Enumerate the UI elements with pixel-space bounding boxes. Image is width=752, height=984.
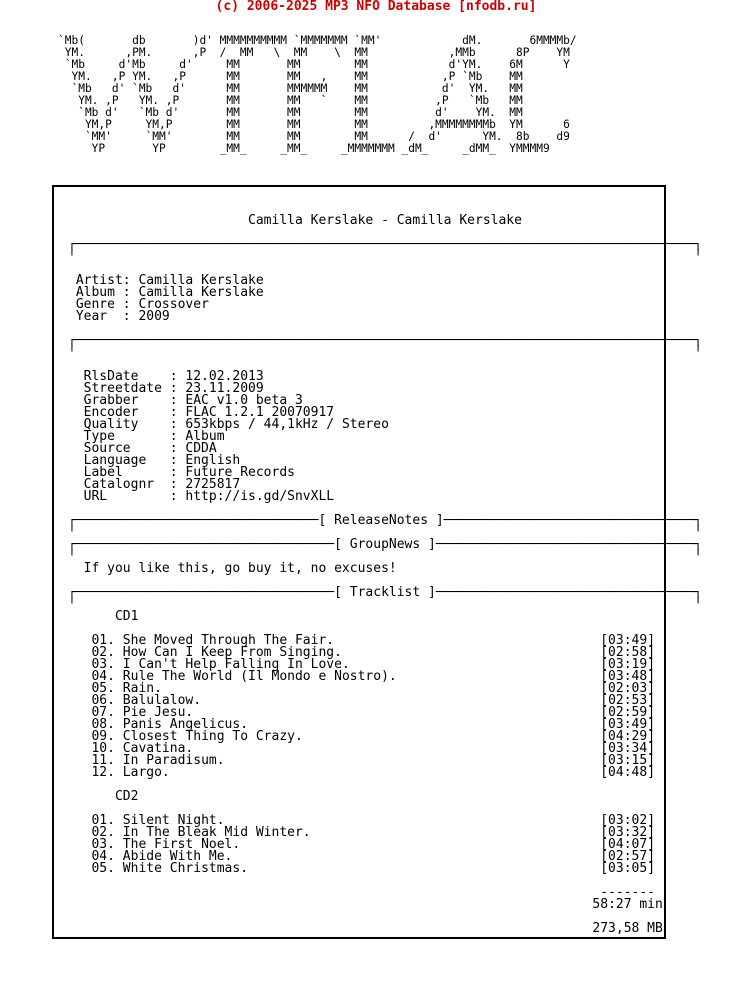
track-duration: [04:29] — [600, 729, 656, 744]
logo-line: YM. ,P YM. ,P MM MM , MM ,P `Mb MM — [58, 70, 523, 83]
detail-value: 23.11.2009 — [185, 381, 264, 396]
logo-line: `MM' `MM' MM MM MM / d' YM. 8b d9 — [58, 130, 570, 143]
copyright-banner: (c) 2006-2025 MP3 NFO Database [nfodb.ru] — [215, 0, 537, 14]
track-duration: [02:57] — [600, 849, 656, 864]
track-title: Pie Jesu. — [122, 705, 194, 720]
detail-label: Catalognr — [83, 477, 170, 492]
cd-label: CD1 — [114, 609, 139, 624]
info-label: Artist — [75, 273, 123, 288]
track-title: In The Bleak Mid Winter. — [122, 825, 311, 840]
divider-1: ┌───────────────────────────────────────────────────────────────────────────────┐ — [68, 237, 702, 252]
track-duration: [02:59] — [600, 705, 656, 720]
track-number: 06. — [91, 693, 115, 708]
detail-value: http://is.gd/SnvXLL — [185, 489, 335, 504]
detail-row: Streetdate : 23.11.2009 — [83, 381, 264, 396]
track-duration: [03:15] — [600, 753, 656, 768]
logo-line: `Mb d' `Mb d' MM MMMMMM MM d' YM. MM — [58, 82, 523, 95]
detail-row: URL : http://is.gd/SnvXLL — [83, 489, 335, 504]
detail-label: Encoder — [83, 405, 170, 420]
track-duration: [03:02] — [600, 813, 656, 828]
logo-line: `Mb d'Mb d' MM MM MM d'YM. 6M Y — [58, 58, 570, 71]
cd1-label — [68, 611, 702, 623]
logo-line: YM,P YM,P MM MM MM ,MMMMMMMMb YM 6 — [58, 118, 570, 131]
detail-row: Label : Future Records — [83, 465, 295, 480]
track-number: 01. — [91, 813, 115, 828]
info-year: Year : 2009 — [75, 309, 170, 324]
total-size — [68, 923, 702, 935]
cd-label: CD2 — [114, 789, 139, 804]
detail-label: Language — [83, 453, 170, 468]
detail-label: URL — [83, 489, 170, 504]
track-title: Abide With Me. — [122, 849, 233, 864]
detail-value: 2725817 — [185, 477, 241, 492]
track-title: How Can I Keep From Singing. — [122, 645, 342, 660]
track-duration: [03:19] — [600, 657, 656, 672]
track-number: 01. — [91, 633, 115, 648]
detail-value: EAC v1.0 beta 3 — [185, 393, 303, 408]
detail-row: Grabber : EAC v1.0 beta 3 — [83, 393, 303, 408]
track-duration: [02:53] — [600, 693, 656, 708]
track-title: Rule The World (Il Mondo e Nostro). — [122, 669, 397, 684]
divider-1-sides: ╵ ╵ — [68, 249, 702, 264]
detail-label: Source — [83, 441, 170, 456]
detail-row: Language : English — [83, 453, 241, 468]
section-group_news: ┌─────────────────────────────────[ GroupNews ]─────────────────────────────────┐ — [68, 537, 702, 552]
info-artist: Artist: Camilla Kerslake — [75, 273, 264, 288]
info-value: Camilla Kerslake — [138, 273, 264, 288]
track-number: 04. — [91, 669, 115, 684]
track-title: I Can't Help Falling In Love. — [122, 657, 350, 672]
detail-row: Type : Album — [83, 429, 225, 444]
track-number: 05. — [91, 681, 115, 696]
blank-line — [68, 779, 702, 791]
logo-line: YM. ,PM. ,P / MM \ MM \ MM ,MMb 8P YM — [58, 46, 570, 59]
track-number: 11. — [91, 753, 115, 768]
total-size: 273,58 MB — [592, 921, 663, 936]
track-number: 03. — [91, 837, 115, 852]
track-number: 07. — [91, 705, 115, 720]
track-row — [68, 767, 702, 779]
detail-value: 653kbps / 44,1kHz / Stereo — [185, 417, 389, 432]
ascii-logo — [58, 35, 577, 155]
detail-label: Grabber — [83, 393, 170, 408]
section-title: GroupNews — [349, 537, 421, 552]
track-duration: [04:07] — [600, 837, 656, 852]
track-row — [68, 863, 702, 875]
detail-label: Type — [83, 429, 170, 444]
group-news-text — [68, 563, 702, 575]
detail-value: 12.02.2013 — [185, 369, 264, 384]
track-title: Cavatina. — [122, 741, 194, 756]
track-number: 05. — [91, 861, 115, 876]
track-number: 02. — [91, 825, 115, 840]
total-time — [68, 899, 702, 911]
logo-line: YM. ,P YM. ,P MM MM ` MM ,P `Mb MM — [58, 94, 523, 107]
track-title: The First Noel. — [122, 837, 241, 852]
detail-value: FLAC 1.2.1 20070917 — [185, 405, 335, 420]
logo-line: YP YP _MM_ _MM_ _MMMMMMM _dM_ _dMM_ YMMMM9 — [58, 142, 550, 155]
detail-row: Catalognr : 2725817 — [83, 477, 241, 492]
release-title-text: Camilla Kerslake - Camilla Kerslake — [248, 213, 522, 228]
detail-value: English — [185, 453, 241, 468]
info-value: Camilla Kerslake — [138, 285, 264, 300]
logo-line: `Mb( db )d' MMMMMMMMMM `MMMMMMM `MM' dM. 6MMMMb/ — [58, 34, 577, 47]
divider-2: ┌───────────────────────────────────────────────────────────────────────────────┐ — [68, 333, 702, 348]
detail-value: CDDA — [185, 441, 217, 456]
track-title: In Paradisum. — [122, 753, 225, 768]
section-title: ReleaseNotes — [334, 513, 429, 528]
track-duration: [02:58] — [600, 645, 656, 660]
cd2-label — [68, 791, 702, 803]
section-group_news-sides: ╵ ╵ — [68, 549, 702, 564]
group-news-message: If you like this, go buy it, no excuses! — [83, 561, 397, 576]
track-duration: [03:49] — [600, 633, 656, 648]
info-value: Crossover — [138, 297, 209, 312]
detail-row: Encoder : FLAC 1.2.1 20070917 — [83, 405, 335, 420]
track-title: Panis Angelicus. — [122, 717, 249, 732]
logo-line: `Mb d' `Mb d' MM MM MM d' YM. MM — [58, 106, 523, 119]
section-tracklist: ┌─────────────────────────────────[ Tracklist ]─────────────────────────────────┐ — [68, 585, 702, 600]
nfo-box — [52, 185, 702, 939]
detail-label: Streetdate — [83, 381, 170, 396]
track-duration: [03:32] — [600, 825, 656, 840]
track-number: 02. — [91, 645, 115, 660]
track-title: She Moved Through The Fair. — [122, 633, 335, 648]
section-release_notes: ┌───────────────────────────────[ ReleaseNotes ]────────────────────────────────┐ — [68, 513, 702, 528]
detail-label: Label — [83, 465, 170, 480]
track-number: 09. — [91, 729, 115, 744]
track-title: Rain. — [122, 681, 162, 696]
info-value: 2009 — [138, 309, 170, 324]
section-title: Tracklist — [349, 585, 421, 600]
track-number: 04. — [91, 849, 115, 864]
track-title: Balulalow. — [122, 693, 202, 708]
track-duration: [03:34] — [600, 741, 656, 756]
total-time: 58:27 min — [592, 897, 663, 912]
info-label: Year — [75, 309, 123, 324]
info-genre: Genre : Crossover — [75, 297, 209, 312]
track-duration: [03:48] — [600, 669, 656, 684]
track-number: 10. — [91, 741, 115, 756]
track-title: Largo. — [122, 765, 170, 780]
detail-label: RlsDate — [83, 369, 170, 384]
track-number: 08. — [91, 717, 115, 732]
track-number: 12. — [91, 765, 115, 780]
detail-value: Album — [185, 429, 225, 444]
section-release_notes-sides: ╵ ╵ — [68, 525, 702, 540]
detail-row: Quality : 653kbps / 44,1kHz / Stereo — [83, 417, 389, 432]
track-duration: [03:49] — [600, 717, 656, 732]
total-separator: ------- — [600, 885, 656, 900]
info-label: Album — [75, 285, 123, 300]
track-title: Silent Night. — [122, 813, 225, 828]
detail-value: Future Records — [185, 465, 295, 480]
section-tracklist-sides: ╵ ╵ — [68, 597, 702, 612]
detail-row: RlsDate : 12.02.2013 — [83, 369, 264, 384]
track-number: 03. — [91, 657, 115, 672]
divider-2-sides: ╵ ╵ — [68, 345, 702, 360]
detail-label: Quality — [83, 417, 170, 432]
track-duration: [04:48] — [600, 765, 656, 780]
nfo-text — [68, 203, 702, 935]
track-duration: [02:03] — [600, 681, 656, 696]
info-label: Genre — [75, 297, 123, 312]
track-title: White Christmas. — [122, 861, 249, 876]
release-title — [68, 215, 702, 227]
track-duration: [03:05] — [600, 861, 656, 876]
track-title: Closest Thing To Crazy. — [122, 729, 303, 744]
info-album: Album : Camilla Kerslake — [75, 285, 264, 300]
detail-row: Source : CDDA — [83, 441, 217, 456]
